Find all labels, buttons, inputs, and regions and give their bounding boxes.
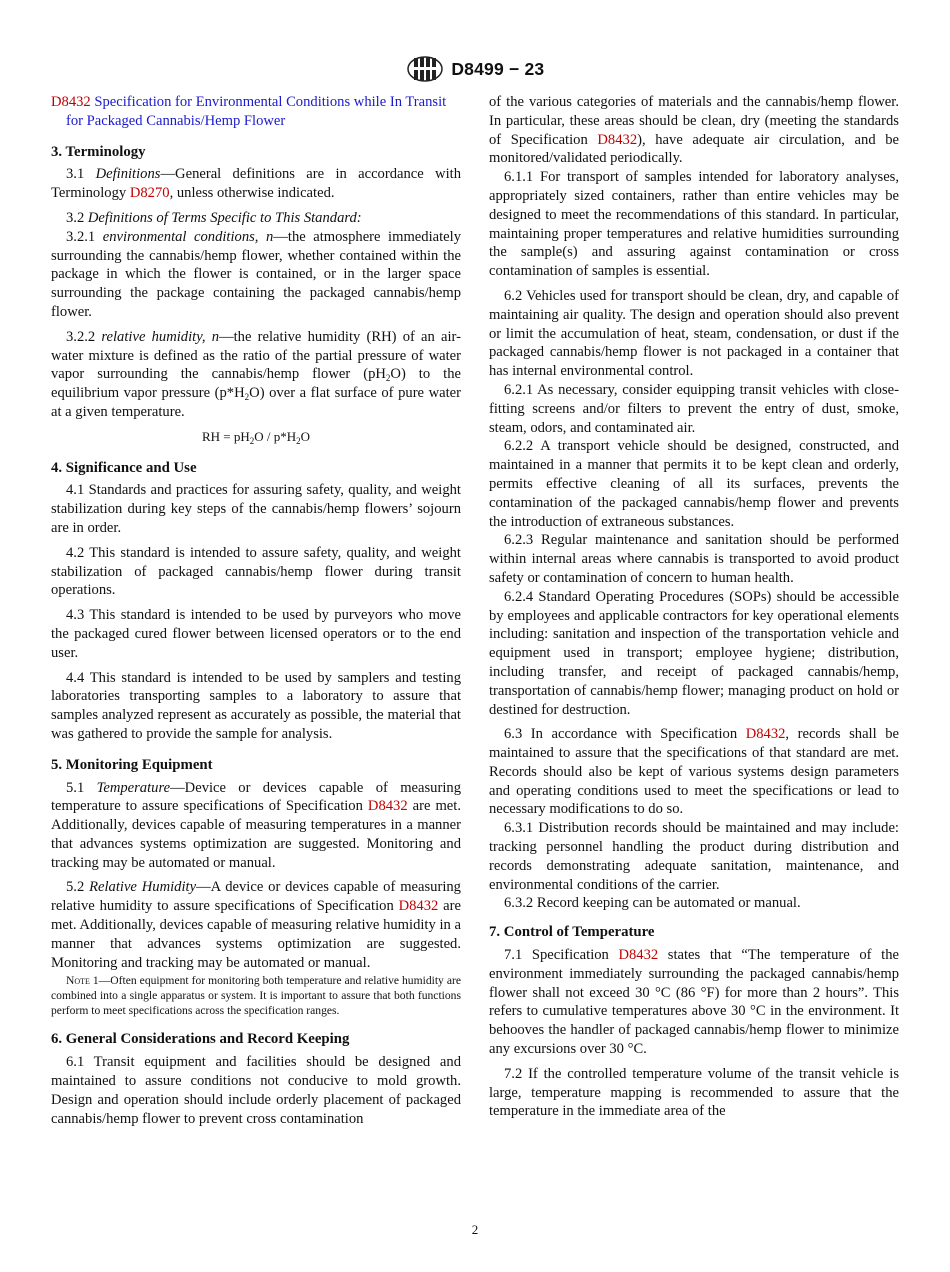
paragraph-7-2: 7.2 If the controlled temperature volume of the transit vehicle is large, temperature mapping is recommended to assure that the temperature in the immediate area of the: [489, 1065, 899, 1120]
para-text: , records shall be maintained to assure that the specifications of that standard are met. Records should also be kept of various systems design parameters and operating conditions used to meet the specifications or lead to necessary modifications to do so.: [489, 726, 899, 818]
formula-part: O / p*H: [254, 428, 297, 444]
formula-part: RH = pH: [201, 428, 250, 444]
paragraph-7-1: [489, 946, 899, 1059]
document-designation: D8499 − 23: [451, 58, 545, 79]
paragraph-6-3: [489, 725, 899, 819]
term: Relative Humidity: [89, 879, 197, 896]
note-text: —Often equipment for monitoring both temperature and relative humidity are combined into a single apparatus or system. It is important to assure that both functions perform to meet specifications across the specification ranges.: [51, 974, 461, 1018]
paragraph-4-3: 4.3 This standard is intended to be used by purveyors who move the packaged cured flower between licensed operators or to the end user.: [51, 607, 461, 661]
para-text: O) over a flat surface of pure water at a given temperature.: [51, 385, 462, 420]
subscript: 2: [244, 392, 250, 403]
paragraph-6-3-2: 6.3.2 Record keeping can be automated or manual.: [504, 895, 801, 912]
paragraph-4-4: 4.4 This standard is intended to be used by samplers and testing laboratories transporting samples to a laboratory to assure that samples analyzed represent as accurately as possible, the material that was gathered to provide the sample for analysis.: [51, 669, 461, 742]
paragraph-6-2: 6.2 Vehicles used for transport should be clean, dry, and capable of maintaining air quality. The design and operation should also prevent or limit the accumulation of heat, steam, condensation, or dust if the packaged cannabis/hemp flower is not packaged in a container that has internal environmental control.: [489, 287, 899, 380]
para-text: are met. Additionally, devices capable of measuring relative humidity in a manner that advances systems optimization are suggested. Monitoring and tracking may be automated or manual.: [51, 898, 461, 971]
para-text: 6.3 In accordance with Specification: [504, 726, 746, 743]
formula-part: O: [300, 428, 311, 444]
subscript: 2: [385, 373, 391, 384]
para-number: 5.1: [66, 779, 97, 796]
para-number: 3.2.1: [66, 228, 103, 245]
para-text: of the various categories of materials and the cannabis/hemp flower. In particular, these areas should be clean, dry (meeting the standards of Specification: [489, 94, 899, 148]
para-text: —the atmosphere immediately surrounding the cannabis/hemp flower, whether contained within the package in which the flower is contained, or in the larger space surrounding the package containing the packaged cannabis/hemp flower.: [51, 228, 461, 320]
paragraph-5-1: [51, 779, 461, 873]
paragraph-4-2: 4.2 This standard is intended to assure safety, quality, and weight stabilization of packaged cannabis/hemp flower during transit operations.: [51, 544, 461, 599]
paragraph-6-1-continued: [489, 93, 899, 168]
subscript: 2: [249, 435, 255, 446]
reference-d8432[interactable]: [51, 93, 461, 131]
para-number: 5.2: [66, 879, 90, 896]
paragraph-4-1: 4.1 Standards and practices for assuring safety, quality, and weight stabilization during key steps of the cannabis/hemp flowers’ sojourn are in order.: [51, 482, 461, 536]
page-number: 2: [471, 1222, 479, 1237]
paragraph-3-1: [51, 165, 461, 203]
page-header: [0, 55, 950, 85]
paragraph-6-1-1: 6.1.1 For transport of samples intended for laboratory analyses, appropriately sized containers, rather than entire vehicles may be designed to meet the recommendations of this standard. In particular, maintaining proper temperatures and relative humidities surrounding the sample(s) and assuring against contamination or cross contamination of samples is essential.: [489, 169, 899, 280]
term: Definitions: [95, 166, 161, 183]
section-heading-monitoring: 5. Monitoring Equipment: [51, 756, 213, 773]
section-heading-terminology: 3. Terminology: [51, 143, 146, 160]
astm-logo-icon: [406, 55, 444, 83]
section-heading-control-temperature: 7. Control of Temperature: [489, 924, 655, 941]
link-d8432[interactable]: D8432: [367, 798, 408, 815]
link-d8432[interactable]: D8432: [597, 131, 638, 148]
paragraph-6-2-4: 6.2.4 Standard Operating Procedures (SOPs) should be accessible by employees and applicable contractors for key operational elements including: sanitation and inspection of the transportation vehicle and equipment used in transport; employee hygiene; distribution, including transfer, and receipt of packaged cannabis/hemp, transportation of cannabis/hemp flower; managing product on hold or destined for destruction.: [489, 588, 899, 718]
para-text: —the relative humidity (RH) of an air-water mixture is defined as the ratio of the partial pressure of water vapor surrounding the cannabis/hemp flower (pH: [51, 328, 461, 383]
para-text: 7.1 Specification: [504, 947, 619, 964]
reference-title[interactable]: Specification for Environmental Conditions while In Transit for Packaged Cannabis/Hemp Flower: [66, 94, 447, 129]
link-d8432[interactable]: D8432: [398, 898, 439, 915]
paragraph-6-2-1: 6.2.1 As necessary, consider equipping transit vehicles with close-fitting screens and/or filters to prevent the entry of dust, smoke, steam, odors, and contaminated air.: [489, 381, 899, 436]
paragraph-3-2: [51, 209, 461, 228]
paragraph-3-2-2: [51, 328, 461, 422]
subscript: 2: [296, 435, 301, 446]
right-column: [489, 93, 899, 1121]
para-number: 3.2: [66, 209, 88, 226]
term: environmental conditions, n: [102, 228, 274, 245]
para-text: —General definitions are in accordance with Terminology: [51, 166, 462, 202]
section-heading-significance: 4. Significance and Use: [51, 459, 197, 476]
para-text: states that “The temperature of the environment immediately surrounding the packaged cannabis/hemp flower shall not exceed 30 °C (86 °F) for more than 2 hours”. This refers to cumulative temperatures above 30 °C in the environment. It behooves the handler of packaged cannabis/hemp flower to minimize any excursions over 30 °C.: [489, 947, 899, 1058]
para-text: O) to the equilibrium vapor pressure (p*H: [51, 366, 461, 402]
para-text: —Device or devices capable of measuring temperature to assure specifications of Specification: [51, 779, 461, 815]
paragraph-6-3-1: 6.3.1 Distribution records should be maintained and may include: tracking personnel handling the product during distribution and records demonstrating adequate sanitation, maintenance, and environmental conditions of the carrier.: [489, 820, 899, 893]
term: relative humidity, n: [101, 328, 220, 345]
link-d8432[interactable]: D8432: [618, 947, 659, 964]
para-text: , unless otherwise indicated.: [169, 185, 335, 202]
para-number: 3.2.2: [66, 328, 102, 345]
para-text: ), have adequate air circulation, and be monitored/validated periodically.: [489, 131, 900, 167]
term: Definitions of Terms Specific to This Standard:: [87, 209, 362, 226]
term: Temperature: [96, 779, 171, 796]
rh-formula: [51, 428, 461, 447]
paragraph-6-1: 6.1 Transit equipment and facilities should be designed and maintained to assure conditions not conducive to mold growth. Design and operation should include orderly placement of packaged cannabis/hemp flower to prevent cross contamination: [51, 1054, 461, 1127]
reference-code[interactable]: D8432: [51, 94, 91, 110]
para-number: 3.1: [66, 166, 96, 183]
paragraph-6-2-3: 6.2.3 Regular maintenance and sanitation should be performed within internal areas where cannabis is transported to avoid product safety or contamination of concern to human health.: [489, 532, 899, 586]
link-d8270[interactable]: D8270: [129, 185, 170, 202]
note-label: Note 1: [66, 974, 99, 988]
note-1: [51, 973, 461, 1018]
left-column: [51, 93, 461, 1128]
para-text: —A device or devices capable of measuring relative humidity to assure specifications of Specification: [51, 879, 461, 915]
para-text: are met. Additionally, devices capable of measuring temperatures in a manner that advances systems optimization are suggested. Monitoring and tracking may be automated or manual.: [51, 798, 461, 871]
paragraph-3-2-1: [51, 228, 461, 322]
section-heading-general-considerations: 6. General Considerations and Record Keeping: [51, 1031, 350, 1048]
link-d8432[interactable]: D8432: [745, 726, 786, 743]
paragraph-6-2-2: 6.2.2 A transport vehicle should be designed, constructed, and maintained in a manner that permits it to be kept clean and orderly, permits effective cleaning of all its surfaces, prevents the contamination of the packaged cannabis/hemp flower and prevents the introduction of extraneous substances.: [489, 438, 899, 530]
paragraph-5-2: [51, 878, 461, 972]
